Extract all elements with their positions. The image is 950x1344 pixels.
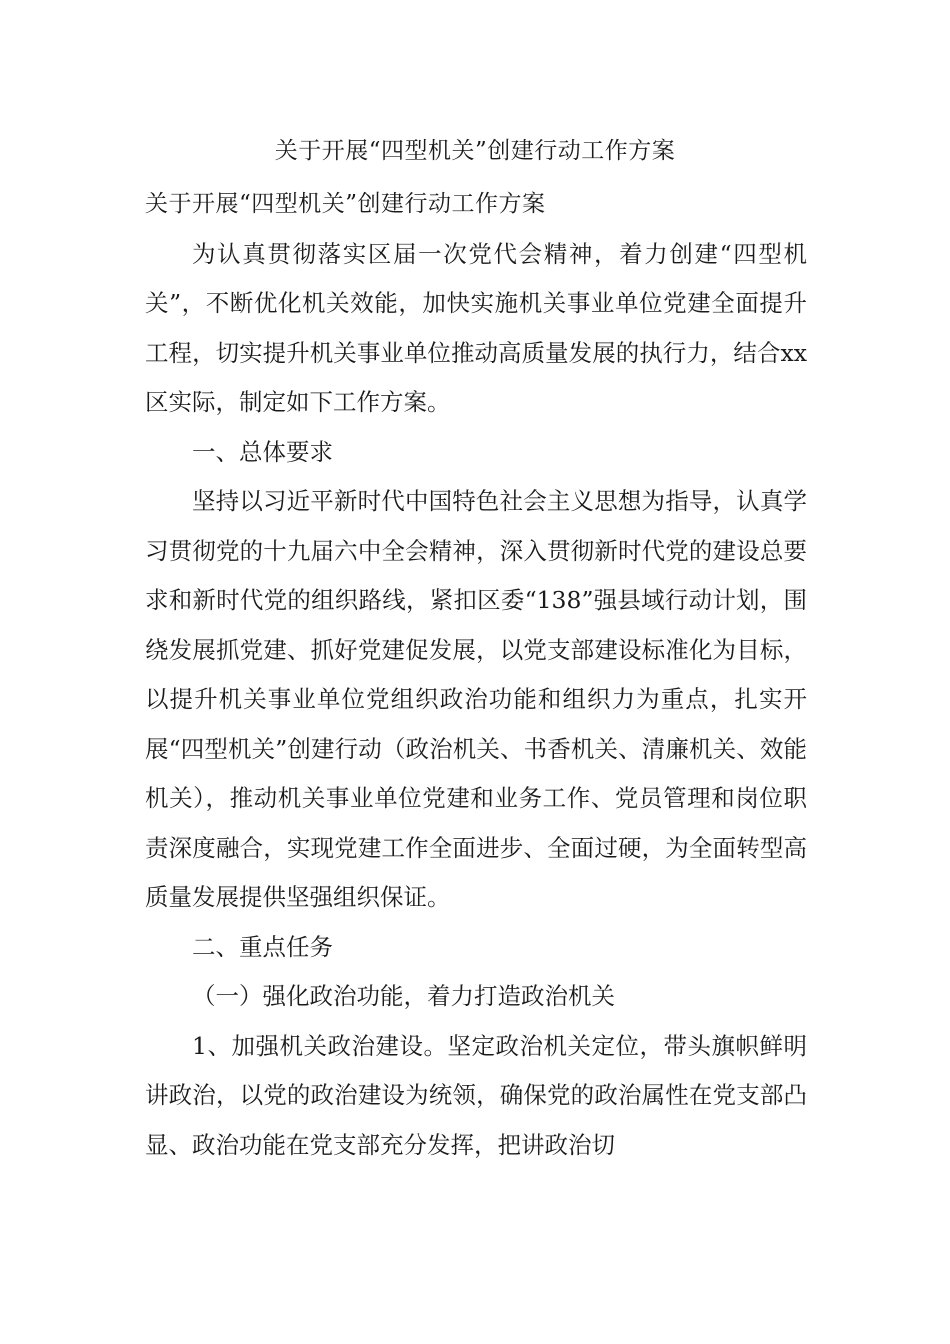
document-body	[145, 180, 807, 1170]
general-requirements-paragraph: 坚持以习近平新时代中国特色社会主义思想为指导，认真学习贯彻党的十九届六中全会精神，深入贯彻新时代党的建设总要求和新时代党的组织路线，紧扣区委“138”强县域行动计划，围绕发展抓党建、抓好党建促发展，以党支部建设标准化为目标，以提升机关事业单位党组织政治功能和组织力为重点，扎实开展“四型机关”创建行动（政治机关、书香机关、清廉机关、效能机关），推动机关事业单位党建和业务工作、党员管理和岗位职责深度融合，实现党建工作全面进步、全面过硬，为全面转型高质量发展提供坚强组织保证。	[145, 487, 807, 911]
document-title: 关于开展“四型机关”创建行动工作方案	[274, 138, 676, 164]
item-1-paragraph: 1、加强机关政治建设。坚定政治机关定位，带头旗帜鲜明讲政治，以党的政治建设为统领，确保党的政治属性在党支部凸显、政治功能在党支部充分发挥，把讲政治切	[145, 1031, 807, 1159]
intro-paragraph: 为认真贯彻落实区届一次党代会精神，着力创建“四型机关”，不断优化机关效能，加快实施机关事业单位党建全面提升工程，切实提升机关事业单位推动高质量发展的执行力，结合xx区实际，制定如下工作方案。	[145, 239, 807, 416]
subsection-heading-political-function: （一）强化政治功能，着力打造政治机关	[192, 982, 615, 1010]
document-subtitle: 关于开展“四型机关”创建行动工作方案	[145, 191, 546, 217]
section-heading-general-requirements: 一、总体要求	[192, 437, 333, 466]
section-heading-key-tasks: 二、重点任务	[192, 932, 333, 961]
